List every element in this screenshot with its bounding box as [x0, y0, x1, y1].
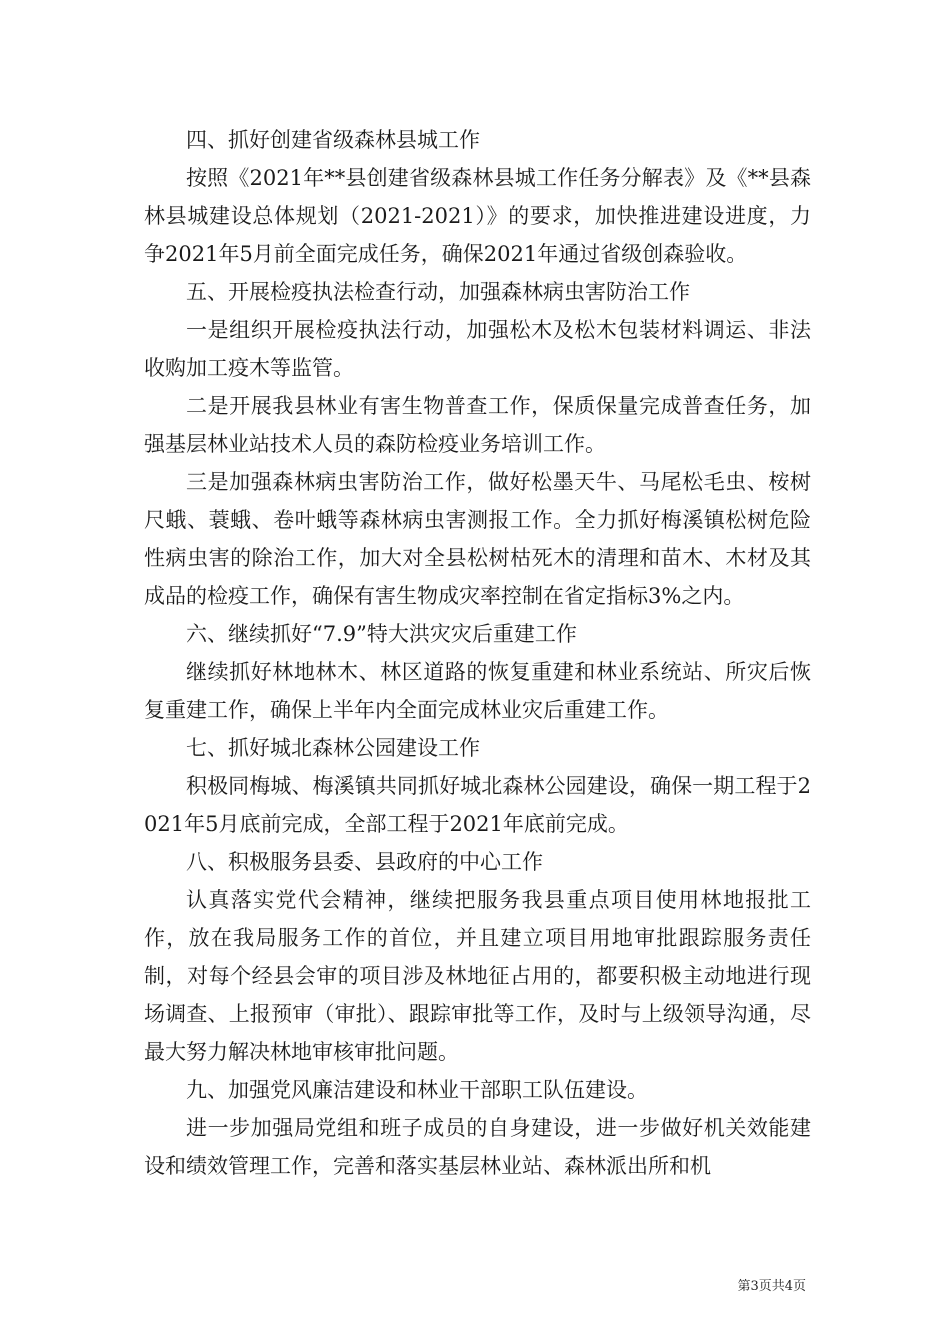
section-heading-8: 八、积极服务县委、县政府的中心工作: [186, 850, 543, 874]
paragraph: 一是组织开展检疫执法行动，加强松木及松木包装材料调运、非法收购加工疫木等监管。: [144, 318, 811, 380]
paragraph: 积极同梅城、梅溪镇共同抓好城北森林公园建设，确保一期工程于2021年5月底前完成，全部工程于2021年底前完成。: [144, 774, 811, 836]
document-body: [144, 121, 811, 1185]
paragraph: 三是加强森林病虫害防治工作，做好松墨天牛、马尾松毛虫、桉树尺蛾、蓑蛾、卷叶蛾等森林病虫害测报工作。全力抓好梅溪镇松树危险性病虫害的除治工作，加大对全县松树枯死木的清理和苗木、木材及其成品的检疫工作，确保有害生物成灾率控制在省定指标3%之内。: [144, 470, 811, 608]
page-number: 第3页共4页: [737, 1279, 806, 1294]
paragraph: 认真落实党代会精神，继续把服务我县重点项目使用林地报批工作，放在我局服务工作的首位，并且建立项目用地审批跟踪服务责任制，对每个经县会审的项目涉及林地征占用的，都要积极主动地进行现场调查、上报预审（审批）、跟踪审批等工作，及时与上级领导沟通，尽最大努力解决林地审核审批问题。: [144, 888, 811, 1064]
section-heading-9: 九、加强党风廉洁建设和林业干部职工队伍建设。: [186, 1078, 648, 1102]
paragraph: 进一步加强局党组和班子成员的自身建设，进一步做好机关效能建设和绩效管理工作，完善和落实基层林业站、森林派出所和机: [144, 1116, 811, 1178]
section-heading-4: 四、抓好创建省级森林县城工作: [186, 128, 480, 152]
section-heading-6: 六、继续抓好“7.9”特大洪灾灾后重建工作: [186, 622, 577, 646]
paragraph: 按照《2021年**县创建省级森林县城工作任务分解表》及《**县森林县城建设总体规划（2021-2021）》的要求，加快推进建设进度，力争2021年5月前全面完成任务，确保2021年通过省级创森验收。: [144, 166, 811, 266]
section-heading-7: 七、抓好城北森林公园建设工作: [186, 736, 480, 760]
paragraph: 二是开展我县林业有害生物普查工作，保质保量完成普查任务，加强基层林业站技术人员的森防检疫业务培训工作。: [144, 394, 811, 456]
section-heading-5: 五、开展检疫执法检查行动，加强森林病虫害防治工作: [186, 280, 690, 304]
paragraph: 继续抓好林地林木、林区道路的恢复重建和林业系统站、所灾后恢复重建工作，确保上半年内全面完成林业灾后重建工作。: [144, 660, 811, 722]
